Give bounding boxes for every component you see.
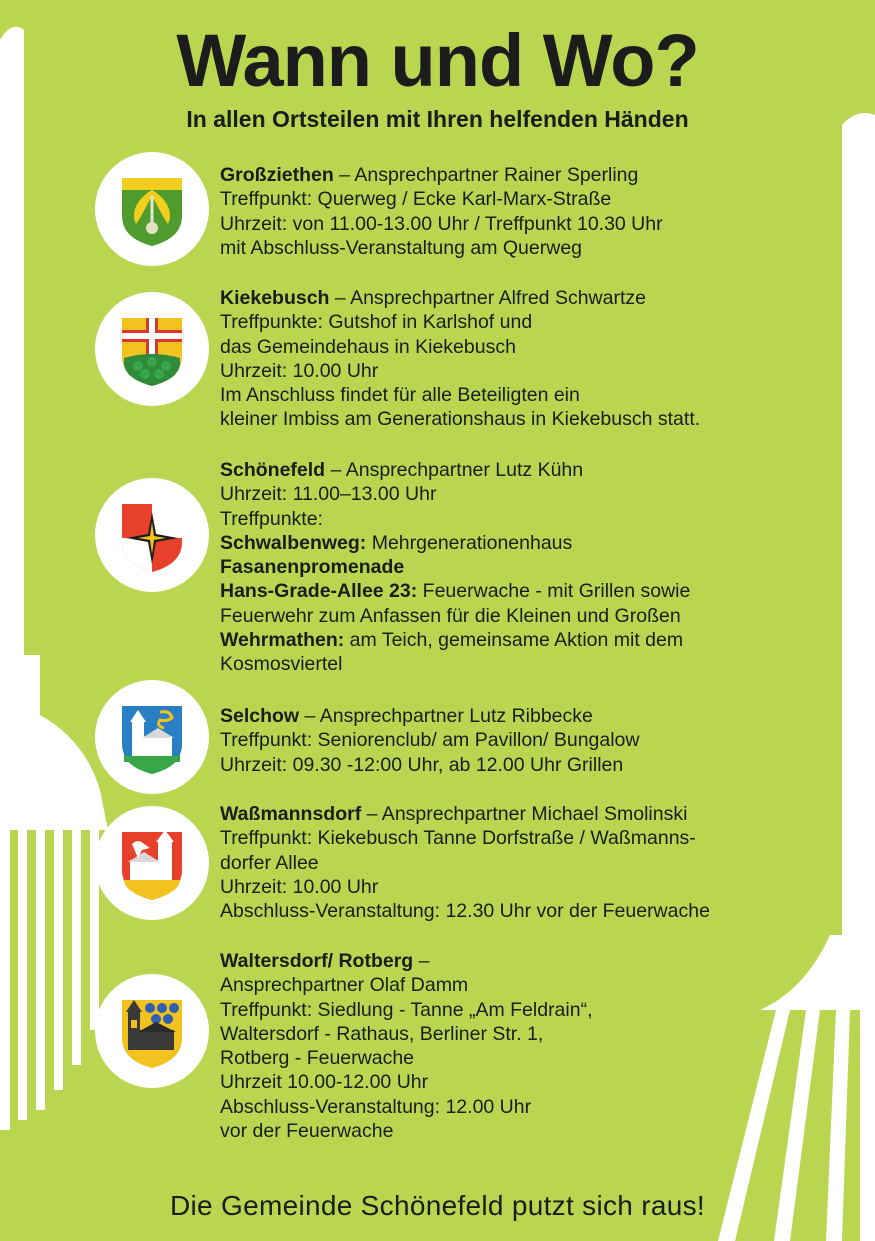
entry-line: Uhrzeit: 10.00 Uhr — [220, 875, 379, 898]
entry-line: Uhrzeit: von 11.00-13.00 Uhr / Treffpunkt 10.30 Uhr — [220, 212, 663, 235]
entry-line: Schwalbenweg: Mehrgenerationenhaus — [220, 531, 573, 554]
footer-slogan: Die Gemeinde Schönefeld putzt sich raus! — [170, 1190, 705, 1221]
entry-line: kleiner Imbiss am Generationshaus in Kiekebusch statt. — [220, 408, 701, 431]
entry-line: Uhrzeit 10.00-12.00 Uhr — [220, 1071, 429, 1094]
entry-line: Uhrzeit: 11.00–13.00 Uhr — [220, 483, 437, 506]
entry-line: Waltersdorf - Rathaus, Berliner Str. 1, — [220, 1022, 544, 1045]
entry-line: Hans-Grade-Allee 23: Feuerwache - mit Grillen sowie — [220, 580, 691, 603]
page-title: Wann und Wo? — [176, 19, 699, 102]
entry-waltersdorf-rotberg — [220, 949, 830, 1143]
entry-line: Uhrzeit: 09.30 -12:00 Uhr, ab 12.00 Uhr Grillen — [220, 753, 624, 776]
entry-line: Uhrzeit: 10.00 Uhr — [220, 359, 379, 382]
entry-kiekebusch — [220, 286, 830, 432]
wassmannsdorf-crest-icon — [95, 806, 209, 920]
entry-line: Abschluss-Veranstaltung: 12.00 Uhr — [220, 1095, 532, 1118]
entry-line: Feuerwehr zum Anfassen für die Kleinen und Großen — [220, 604, 681, 627]
entry-line: Treffpunkt: Kiekebusch Tanne Dorfstraße / Waßmanns- — [220, 827, 696, 850]
entry-line: Wehrmathen: am Teich, gemeinsame Aktion mit dem — [220, 629, 684, 652]
entry-grossziethen — [220, 163, 830, 260]
entry-line: Treffpunkt: Seniorenclub/ am Pavillon/ Bungalow — [220, 729, 640, 752]
entry-wassmannsdorf — [220, 802, 830, 923]
entry-line: Waltersdorf/ Rotberg – — [220, 950, 430, 972]
entry-line: Treffpunkte: Gutshof in Karlshof und — [220, 311, 533, 334]
entry-line: Treffpunkt: Siedlung - Tanne „Am Feldrain“, — [220, 998, 593, 1021]
entry-line: Selchow – Ansprechpartner Lutz Ribbecke — [220, 705, 593, 727]
entry-line: dorfer Allee — [220, 851, 319, 874]
grossziethen-crest-icon — [95, 152, 209, 266]
entry-schoenefeld — [220, 458, 830, 677]
entry-line: das Gemeindehaus in Kiekebusch — [220, 335, 516, 358]
entry-line: Rotberg - Feuerwache — [220, 1047, 415, 1070]
schoenefeld-crest-icon — [95, 478, 209, 592]
selchow-crest-icon — [95, 680, 209, 794]
page-subtitle: In allen Ortsteilen mit Ihren helfenden Händen — [186, 106, 689, 132]
entry-line: Treffpunkt: Querweg / Ecke Karl-Marx-Straße — [220, 188, 612, 211]
waltersdorf-crest-icon — [95, 974, 209, 1088]
entry-line: mit Abschluss-Veranstaltung am Querweg — [220, 236, 583, 259]
entry-line: Fasanenpromenade — [220, 556, 405, 579]
entry-selchow — [220, 704, 830, 777]
entry-line: Waßmannsdorf – Ansprechpartner Michael Smolinski — [220, 803, 688, 825]
entry-line: Abschluss-Veranstaltung: 12.30 Uhr vor der Feuerwache — [220, 900, 710, 923]
entry-line: Im Anschluss findet für alle Beteiligten ein — [220, 384, 580, 407]
entry-line: Treffpunkte: — [220, 507, 323, 530]
entry-line: vor der Feuerwache — [220, 1120, 394, 1143]
kiekebusch-crest-icon — [95, 292, 209, 406]
entry-line: Schönefeld – Ansprechpartner Lutz Kühn — [220, 459, 584, 481]
entry-line: Kiekebusch – Ansprechpartner Alfred Schwartze — [220, 287, 646, 309]
entry-line: Kosmosviertel — [220, 653, 343, 676]
entry-line: Großziethen – Ansprechpartner Rainer Sperling — [220, 164, 639, 186]
entry-line: Ansprechpartner Olaf Damm — [220, 974, 469, 997]
